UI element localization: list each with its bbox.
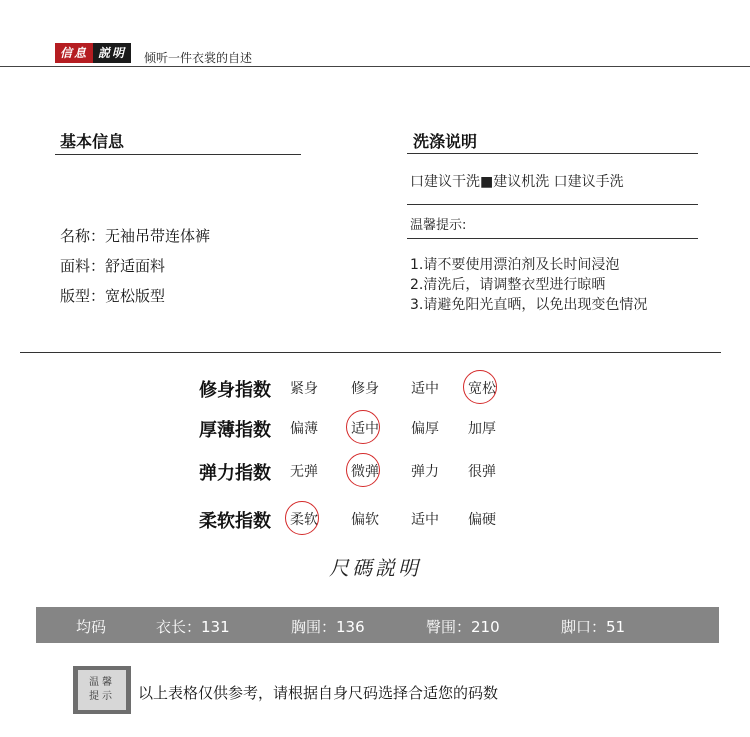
tips-label: 温馨提示: (410, 218, 467, 233)
tip-text: 以上表格仅供参考，请根据自身尺码选择合适您的码数 (138, 684, 499, 702)
tip-1: 1.请不要使用漂泊剂及长时间浸泡 (410, 257, 620, 273)
index-option: 宽松 (468, 381, 496, 397)
size-bar (36, 607, 719, 643)
product-fit: 版型：宽松版型 (60, 287, 166, 305)
size-col-size: 均码 (76, 618, 107, 636)
product-name: 名称：无袖吊带连体裤 (60, 227, 211, 245)
index-option: 柔软 (290, 512, 318, 528)
selected-circle-mark (463, 370, 497, 404)
index-label: 弹力指数 (199, 463, 271, 484)
index-option: 加厚 (468, 421, 496, 437)
header-tag (55, 43, 135, 63)
index-option: 弹力 (411, 464, 439, 480)
index-option: 适中 (411, 381, 439, 397)
selected-circle-mark (346, 410, 380, 444)
index-option: 偏软 (351, 512, 379, 528)
washing-rule-top (407, 153, 698, 154)
tip-badge (73, 666, 131, 714)
washing-rule-bottom (407, 238, 698, 239)
index-option: 微弹 (351, 464, 379, 480)
washing-options: 口建议干洗■建议机洗 口建议手洗 (410, 174, 624, 190)
index-option: 很弹 (468, 464, 496, 480)
header-divider (0, 66, 750, 67)
index-option: 适中 (411, 512, 439, 528)
washing-rule-mid (407, 204, 698, 205)
selected-circle-mark (346, 453, 380, 487)
index-option: 偏厚 (411, 421, 439, 437)
tip-badge-line1: 温馨 (89, 677, 115, 688)
tip-3: 3.请避免阳光直晒，以免出现变色情况 (410, 297, 648, 313)
basic-info-title: 基本信息 (60, 132, 125, 151)
index-option: 紧身 (290, 381, 318, 397)
header-subtitle: 倾听一件衣裳的自述 (144, 51, 253, 65)
size-col-hip: 臀围：210 (426, 618, 500, 636)
index-option: 偏硬 (468, 512, 496, 528)
washing-title: 洗涤说明 (413, 132, 478, 151)
size-col-hem: 脚口：51 (561, 618, 626, 636)
header-tag-part1: 信息 (55, 43, 93, 63)
index-option: 修身 (351, 381, 379, 397)
index-option: 无弹 (290, 464, 318, 480)
size-title: 尺碼説明 (329, 556, 421, 580)
basic-info-rule (55, 154, 301, 155)
tip-2: 2.清洗后，请调整衣型进行晾晒 (410, 277, 606, 293)
index-label: 修身指数 (199, 380, 271, 401)
index-label: 厚薄指数 (199, 420, 271, 441)
size-col-length: 衣长：131 (156, 618, 230, 636)
selected-circle-mark (285, 501, 319, 535)
size-col-chest: 胸围：136 (291, 618, 365, 636)
index-label: 柔软指数 (199, 511, 271, 532)
header-tag-part2: 説明 (93, 43, 131, 63)
product-fabric: 面料：舒适面料 (60, 257, 166, 275)
index-option: 偏薄 (290, 421, 318, 437)
section-divider (20, 352, 721, 353)
tip-badge-line2: 提示 (89, 691, 115, 702)
index-option: 适中 (351, 421, 379, 437)
